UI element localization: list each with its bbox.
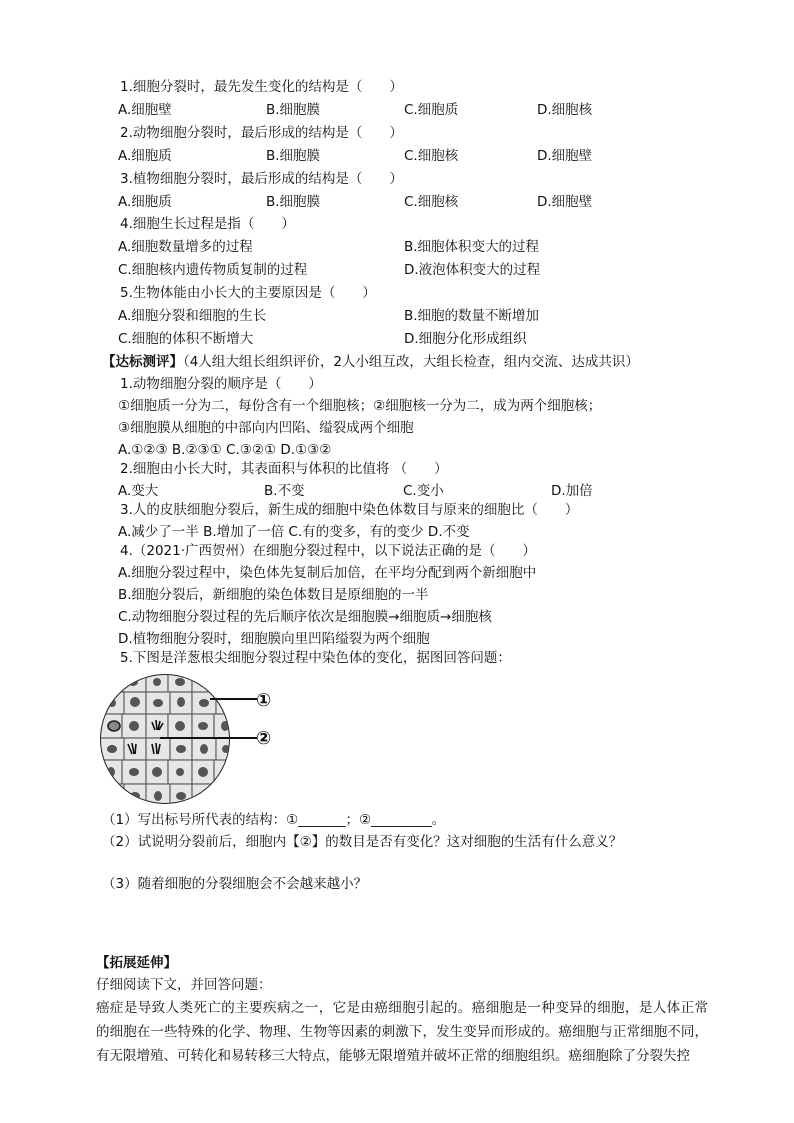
question-3-option-a: A.细胞质: [118, 194, 172, 210]
question-1-option-a: A.细胞壁: [118, 102, 172, 118]
question-5-option-b: B.细胞的数量不断增加: [404, 308, 540, 324]
figure-label-2: ②: [256, 728, 272, 749]
assessment-note: （4人组大组长组织评价，2人小组互改，大组长检查，组内交流、达成共识）: [183, 354, 639, 370]
question-4-option-d: D.液泡体积变大的过程: [404, 262, 541, 278]
assessment-q3-options: A.减少了一半 B.增加了一倍 C.有的变多，有的变少 D.不变: [118, 524, 470, 540]
question-5-option-d: D.细胞分化形成组织: [404, 331, 527, 347]
question-2-option-d: D.细胞壁: [537, 148, 593, 164]
assessment-q5-sub3: （3）随着细胞的分裂细胞会不会越来越小？: [102, 876, 368, 892]
assessment-q2-option-b: B.不变: [264, 483, 305, 499]
assessment-q2-stem: 2.细胞由小长大时，其表面积与体积的比值将 （ ）: [120, 461, 448, 477]
assessment-q2-option-d: D.加倍: [551, 483, 593, 499]
assessment-heading: 【达标测评】: [102, 354, 183, 370]
assessment-q4-option-d: D.植物细胞分裂时，细胞膜向里凹陷缢裂为两个细胞: [118, 631, 430, 647]
question-4-option-c: C.细胞核内遗传物质复制的过程: [118, 262, 308, 278]
question-2-option-a: A.细胞质: [118, 148, 172, 164]
question-1-option-b: B.细胞膜: [266, 102, 321, 118]
assessment-q4-option-c: C.动物细胞分裂过程的先后顺序依次是细胞膜→细胞质→细胞核: [118, 609, 492, 625]
assessment-q4-stem: 4.（2021·广西贺州）在细胞分裂过程中，以下说法正确的是（ ）: [120, 543, 537, 559]
assessment-q2-option-c: C.变小: [403, 483, 444, 499]
question-2-option-c: C.细胞核: [404, 148, 459, 164]
assessment-q2-option-a: A.变大: [118, 483, 159, 499]
question-3-option-d: D.细胞壁: [537, 194, 593, 210]
extension-paragraph-line-3: 有无限增殖、可转化和易转移三大特点，能够无限增殖并破坏正常的细胞组织。癌细胞除了分裂失控: [96, 1048, 690, 1064]
assessment-q4-option-a: A.细胞分裂过程中，染色体先复制后加倍，在平均分配到两个新细胞中: [118, 565, 537, 581]
extension-paragraph-line-2: 的细胞在一些特殊的化学、物理、生物等因素的刺激下，发生变异而形成的。癌细胞与正常细胞不同，: [96, 1024, 708, 1040]
question-4-option-a: A.细胞数量增多的过程: [118, 239, 253, 255]
question-1-option-d: D.细胞核: [537, 102, 593, 118]
question-3-option-b: B.细胞膜: [266, 194, 321, 210]
assessment-q3-stem: 3.人的皮肤细胞分裂后，新生成的细胞中染色体数目与原来的细胞比（ ）: [120, 502, 579, 518]
question-3-stem: 3.植物细胞分裂时，最后形成的结构是（ ）: [120, 171, 403, 187]
figure-label-1: ①: [256, 690, 272, 711]
assessment-q1-stem: 1.动物细胞分裂的顺序是（ ）: [120, 376, 322, 392]
assessment-q1-line2: ①细胞质一分为二，每份含有一个细胞核；②细胞核一分为二，成为两个细胞核；: [118, 398, 602, 414]
question-4-stem: 4.细胞生长过程是指（ ）: [120, 216, 295, 232]
question-5-stem: 5.生物体能由小长大的主要原因是（ ）: [120, 285, 376, 301]
extension-intro: 仔细阅读下文，并回答问题：: [96, 977, 272, 993]
extension-paragraph-line-1: 癌症是导致人类死亡的主要疾病之一，它是由癌细胞引起的。癌细胞是一种变异的细胞，是人体正常: [96, 1000, 708, 1016]
assessment-header: [102, 352, 639, 372]
assessment-q1-line3: ③细胞膜从细胞的中部向内凹陷、缢裂成两个细胞: [118, 420, 414, 436]
assessment-q5-sub2: （2）试说明分裂前后，细胞内【②】的数目是否有变化？这对细胞的生活有什么意义？: [102, 834, 623, 850]
extension-heading: 【拓展延伸】: [96, 955, 177, 971]
question-3-option-c: C.细胞核: [404, 194, 459, 210]
question-2-option-b: B.细胞膜: [266, 148, 321, 164]
question-4-option-b: B.细胞体积变大的过程: [404, 239, 540, 255]
assessment-q5-stem: 5.下图是洋葱根尖细胞分裂过程中染色体的变化，据图回答问题：: [120, 650, 511, 666]
assessment-q4-option-b: B.细胞分裂后，新细胞的染色体数目是原细胞的一半: [118, 587, 429, 603]
question-2-stem: 2.动物细胞分裂时，最后形成的结构是（ ）: [120, 125, 403, 141]
assessment-q1-options: A.①②③ B.②③① C.③②① D.①③②: [118, 442, 332, 458]
question-5-option-c: C.细胞的体积不断增大: [118, 331, 254, 347]
question-5-option-a: A.细胞分裂和细胞的生长: [118, 308, 267, 324]
assessment-q5-sub1: （1）写出标号所代表的结构：①_______；②_________。: [102, 812, 446, 828]
question-1-option-c: C.细胞质: [404, 102, 459, 118]
question-1-stem: 1.细胞分裂时，最先发生变化的结构是（ ）: [120, 79, 403, 95]
